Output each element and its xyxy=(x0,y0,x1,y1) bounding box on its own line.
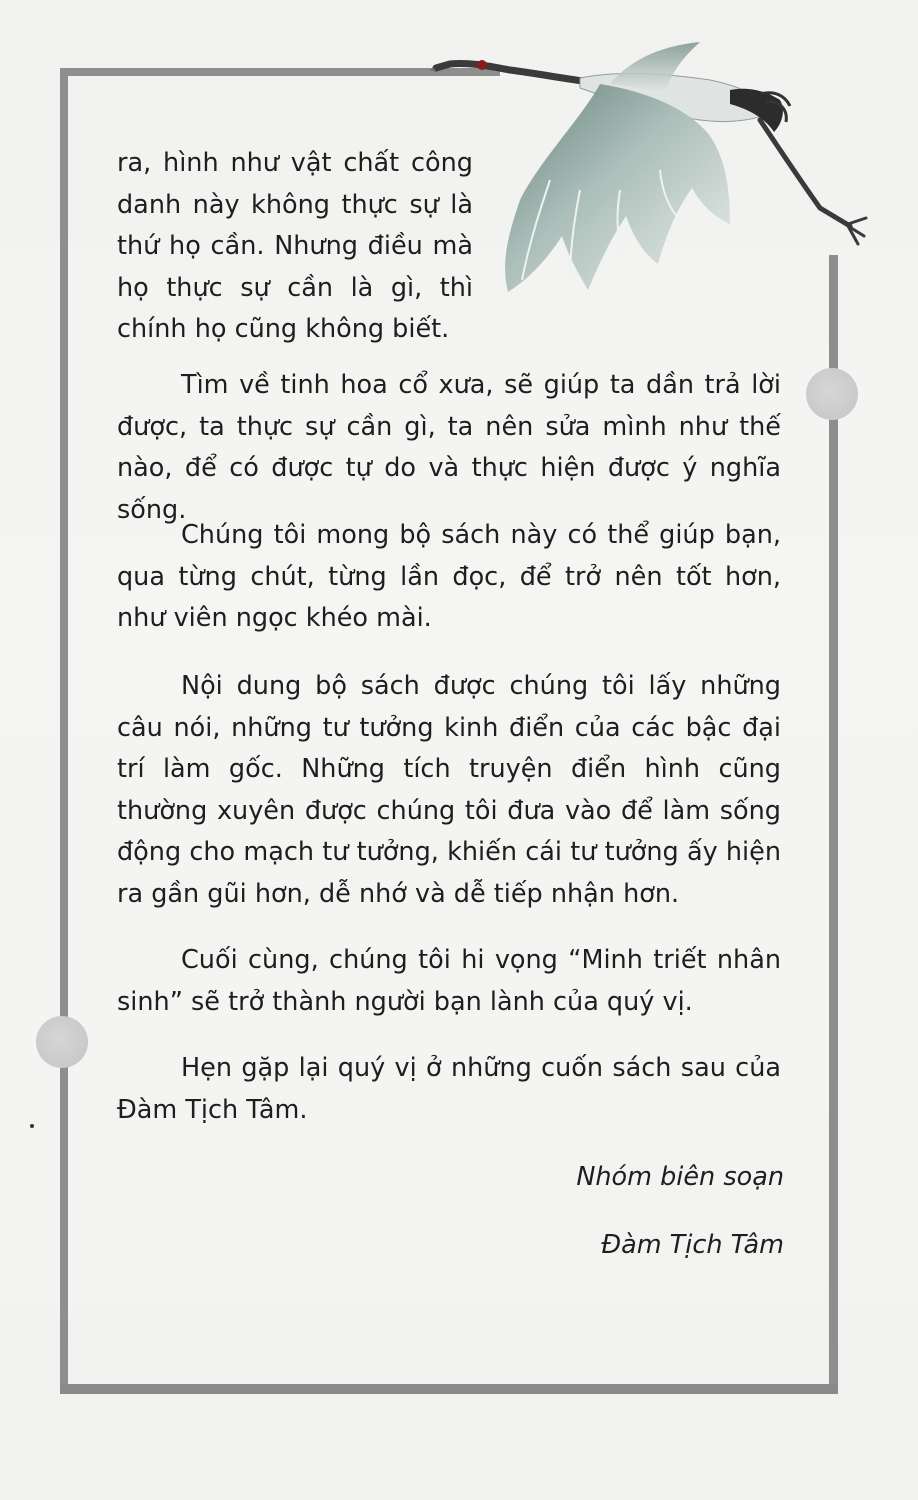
decorative-dot-left xyxy=(36,1016,88,1068)
ink-speck xyxy=(30,1124,34,1128)
paragraph xyxy=(117,515,781,640)
paragraph-text: Nội dung bộ sách được chúng tôi lấy những câu nói, những tư tưởng kinh điển của các bậc đại trí làm gốc. Những tích truyện điển hình cũng thường xuyên được chúng tôi đưa vào để làm sống động cho mạch tư tưởng, khiến cái tư tưởng ấy hiện ra gần gũi hơn, dễ nhớ và dễ tiếp nhận hơn. xyxy=(117,671,781,909)
paragraph-text: Cuối cùng, chúng tôi hi vọng “Minh triết nhân sinh” sẽ trở thành người bạn lành của quý vị. xyxy=(117,945,781,1017)
flying-crane-icon xyxy=(430,40,870,310)
paragraph-text: Tìm về tinh hoa cổ xưa, sẽ giúp ta dần trả lời được, ta thực sự cần gì, ta nên sửa mình như thế nào, để có được tự do và thực hiện được ý nghĩa sống. xyxy=(117,370,781,525)
paragraph-text: Hẹn gặp lại quý vị ở những cuốn sách sau của Đàm Tịch Tâm. xyxy=(117,1053,781,1125)
paragraph xyxy=(117,1048,781,1131)
signature-group: Nhóm biên soạn xyxy=(576,1162,784,1192)
paragraph xyxy=(117,666,781,915)
signature-name: Đàm Tịch Tâm xyxy=(601,1230,784,1260)
frame-border-left xyxy=(60,68,68,1394)
paragraph xyxy=(117,940,781,1023)
paragraph-continued: ra, hình như vật chất công danh này không thực sự là thứ họ cần. Nhưng điều mà họ thực sự cần là gì, thì chính họ cũng không biết. xyxy=(117,148,473,344)
paragraph-text: Chúng tôi mong bộ sách này có thể giúp bạn, qua từng chút, từng lần đọc, để trở nên tốt hơn, như viên ngọc khéo mài. xyxy=(117,520,781,633)
paragraph xyxy=(117,365,781,531)
frame-border-bottom xyxy=(60,1384,838,1394)
frame-border-right xyxy=(829,255,838,1394)
decorative-dot-right xyxy=(806,368,858,420)
